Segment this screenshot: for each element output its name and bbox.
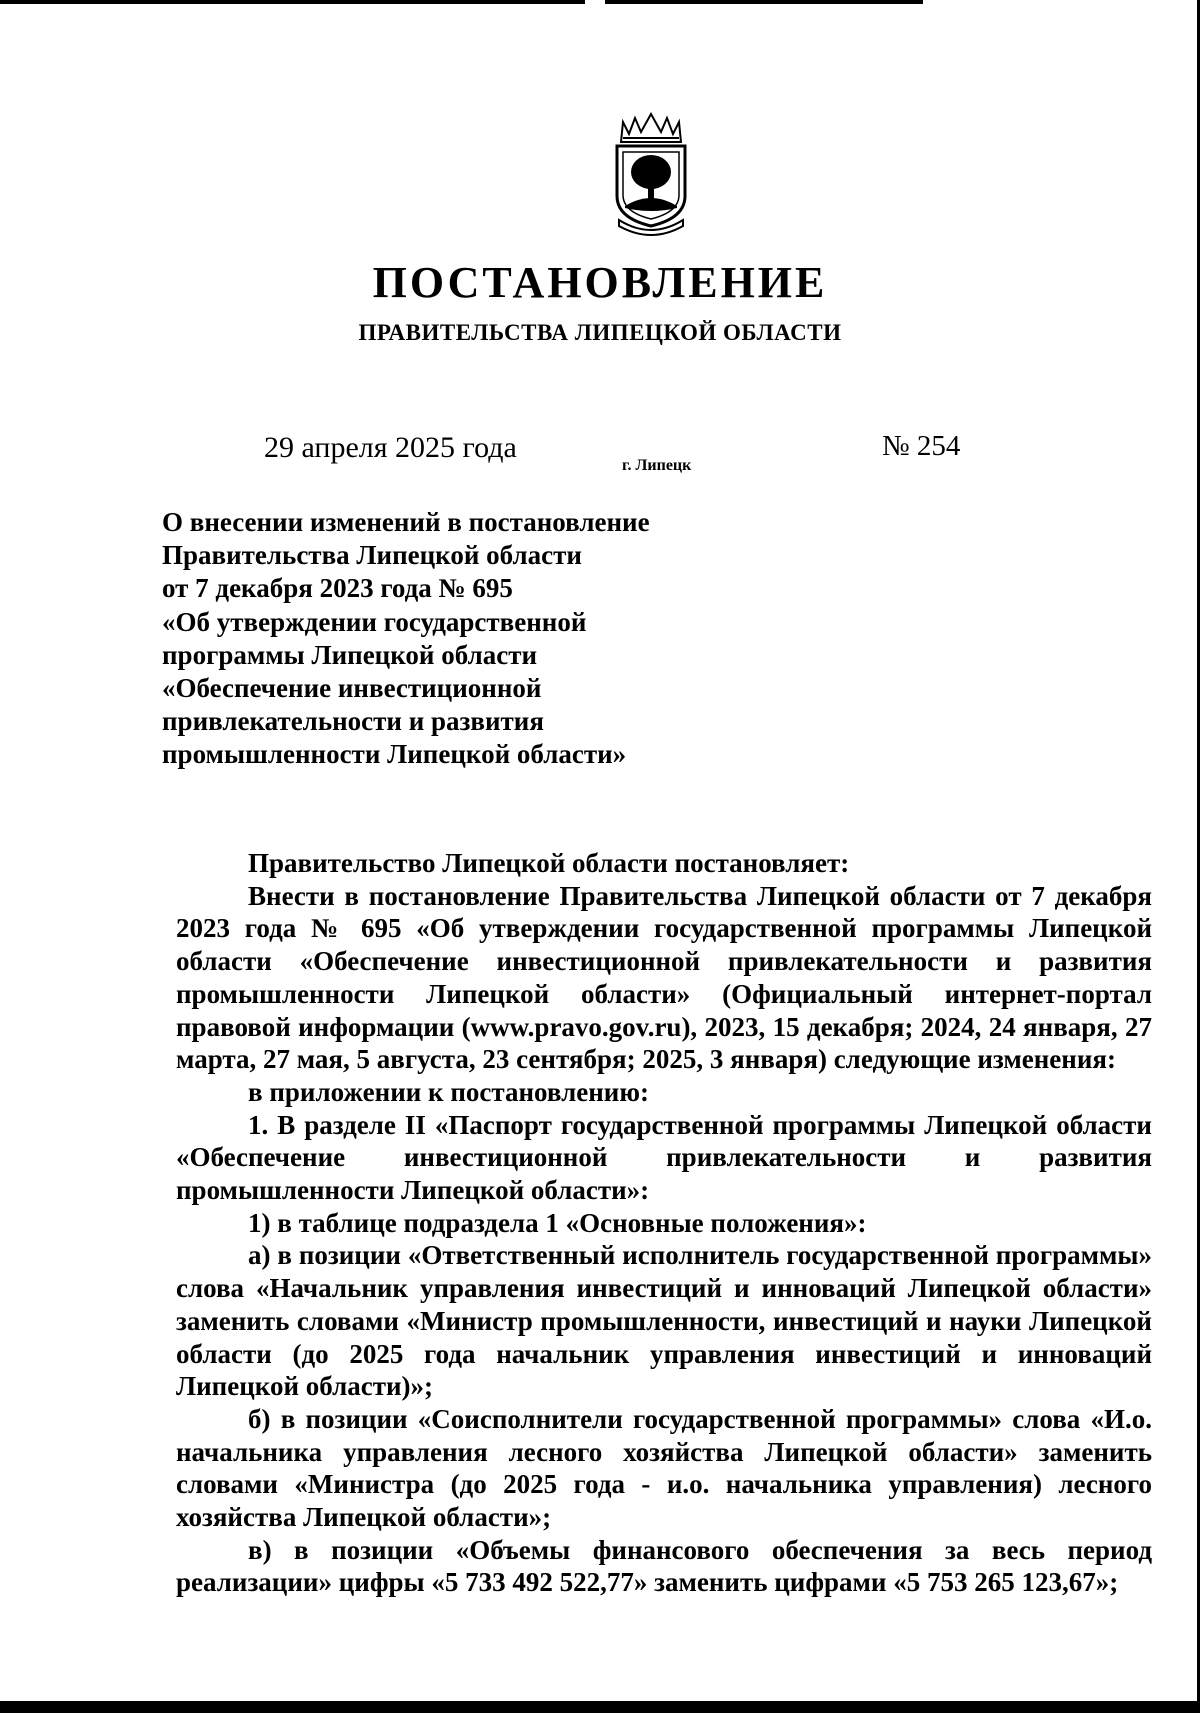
body-paragraph: в) в позиции «Объемы финансового обеспечения за весь период реализации» цифры «5 733 492 522,77» заменить цифрами «5 753 265 123,67»; xyxy=(176,1534,1152,1598)
body-paragraph: Внести в постановление Правительства Липецкой области от 7 декабря 2023 года № 695 «Об утверждении государственной программы Липецкой области «Обеспечение инвестиционной привлекательности и развития промышленности Липецкой области» (Официальный интернет-портал правовой информации (www.pravo.gov.ru), 2023, 15 декабря; 2024, 24 января, 27 марта, 27 мая, 5 августа, 23 сентября; 2025, 3 января) следующие изменения: xyxy=(176,880,1152,1075)
scan-edge-top-left xyxy=(0,0,585,4)
body-paragraph: Правительство Липецкой области постановляет: xyxy=(248,848,850,878)
body-paragraph: б) в позиции «Соисполнители государственной программы» слова «И.о. начальника управления лесного хозяйства Липецкой области» заменить словами «Министра (до 2025 года - и.о. начальника управления) лесного хозяйства Липецкой области»; xyxy=(176,1403,1152,1533)
document-date: 29 апреля 2025 года xyxy=(264,431,517,464)
heading-line: от 7 декабря 2023 года № 695 xyxy=(162,573,513,604)
document-body xyxy=(176,847,1152,1599)
heading-line: «Обеспечение инвестиционной xyxy=(162,673,542,704)
heading-line: программы Липецкой области xyxy=(162,639,538,670)
document-city: г. Липецк xyxy=(622,457,692,474)
heading-line: О внесении изменений в постановление xyxy=(162,507,650,537)
body-paragraph: в приложении к постановлению: xyxy=(248,1076,649,1107)
document-title: ПОСТАНОВЛЕНИЕ xyxy=(372,258,828,307)
document-number: № 254 xyxy=(882,430,961,462)
heading-line: Правительства Липецкой области xyxy=(162,540,582,571)
lipetsk-coat-of-arms-icon xyxy=(609,112,693,238)
body-paragraph: 1) в таблице подраздела 1 «Основные положения»: xyxy=(248,1207,867,1238)
body-paragraph: а) в позиции «Ответственный исполнитель государственной программы» слова «Начальник управления инвестиций и инноваций Липецкой области» заменить словами «Министр промышленности, инвестиций и науки Липецкой области (до 2025 года начальник управления инвестиций и инноваций Липецкой области)»; xyxy=(176,1240,1152,1402)
document-heading xyxy=(162,506,702,772)
heading-line: привлекательности и развития xyxy=(162,706,544,737)
body-paragraph: 1. В разделе II «Паспорт государственной программы Липецкой области «Обеспечение инвестиционной привлекательности и развития промышленности Липецкой области»: xyxy=(176,1109,1152,1206)
heading-line: «Об утверждении государственной xyxy=(162,606,587,637)
scan-edge-top-right xyxy=(605,0,923,4)
heading-line: промышленности Липецкой области» xyxy=(162,739,627,770)
scan-edge-bottom xyxy=(0,1701,1200,1713)
document-subtitle: ПРАВИТЕЛЬСТВА ЛИПЕЦКОЙ ОБЛАСТИ xyxy=(358,320,842,345)
